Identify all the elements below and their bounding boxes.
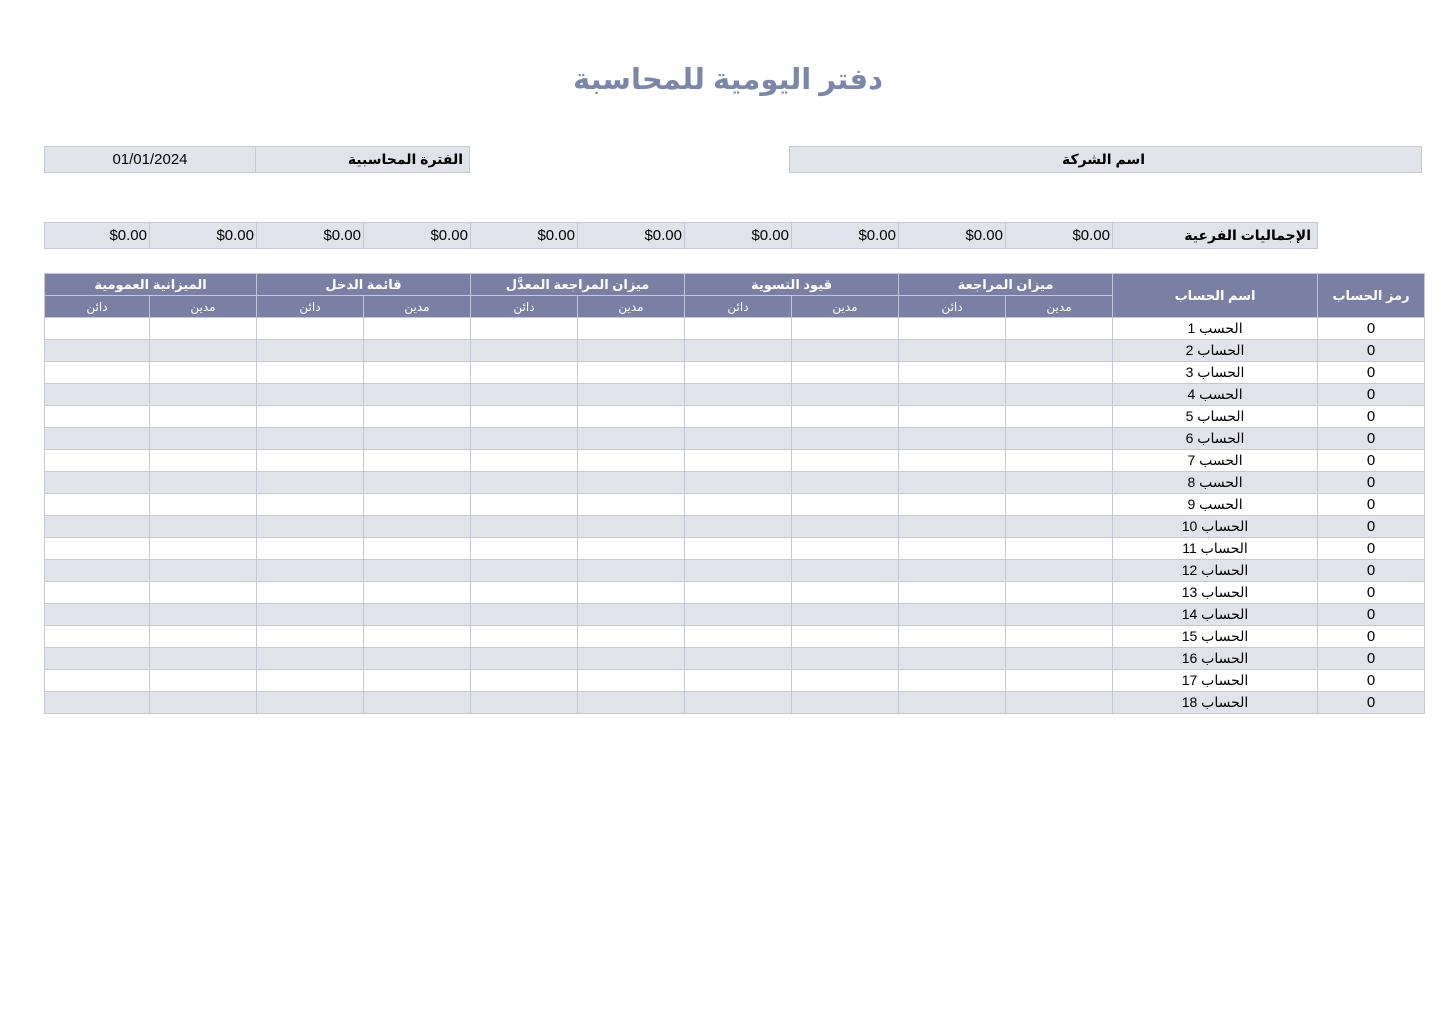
table-row — [45, 318, 1425, 340]
amount-cell[interactable] — [471, 472, 578, 494]
amount-cell[interactable] — [257, 692, 364, 714]
amount-cell[interactable] — [150, 670, 257, 692]
table-row — [45, 428, 1425, 450]
amount-cell[interactable] — [257, 428, 364, 450]
amount-cell[interactable] — [685, 494, 792, 516]
amount-cell[interactable] — [364, 362, 471, 384]
amount-cell[interactable] — [685, 626, 792, 648]
account-code[interactable]: 0 — [1318, 472, 1425, 494]
amount-cell[interactable] — [578, 516, 685, 538]
account-code[interactable]: 0 — [1318, 626, 1425, 648]
subtotal-value: $0.00 — [150, 223, 257, 249]
amount-cell[interactable] — [1006, 406, 1113, 428]
amount-cell[interactable] — [578, 604, 685, 626]
amount-cell[interactable] — [257, 670, 364, 692]
amount-cell[interactable] — [792, 648, 899, 670]
amount-cell[interactable] — [792, 340, 899, 362]
table-row — [45, 692, 1425, 714]
amount-cell[interactable] — [364, 472, 471, 494]
debit-header: مدين — [1006, 296, 1113, 318]
amount-cell[interactable] — [364, 604, 471, 626]
account-name-header: اسم الحساب — [1113, 274, 1318, 318]
amount-cell[interactable] — [471, 538, 578, 560]
table-row — [45, 406, 1425, 428]
amount-cell[interactable] — [364, 318, 471, 340]
amount-cell[interactable] — [792, 494, 899, 516]
amount-cell[interactable] — [899, 604, 1006, 626]
group-header: قيود التسوية — [685, 274, 899, 296]
amount-cell[interactable] — [471, 384, 578, 406]
amount-cell[interactable] — [471, 406, 578, 428]
amount-cell[interactable] — [364, 582, 471, 604]
amount-cell[interactable] — [792, 318, 899, 340]
subtotal-value: $0.00 — [578, 223, 685, 249]
amount-cell[interactable] — [150, 494, 257, 516]
amount-cell[interactable] — [792, 582, 899, 604]
account-code[interactable]: 0 — [1318, 538, 1425, 560]
amount-cell[interactable] — [364, 670, 471, 692]
amount-cell[interactable] — [257, 604, 364, 626]
credit-header: دائن — [471, 296, 578, 318]
amount-cell[interactable] — [257, 626, 364, 648]
table-row — [45, 472, 1425, 494]
amount-cell[interactable] — [899, 560, 1006, 582]
account-name[interactable]: الحساب 5 — [1113, 406, 1318, 428]
amount-cell[interactable] — [45, 428, 150, 450]
debit-header: مدين — [792, 296, 899, 318]
amount-cell[interactable] — [578, 362, 685, 384]
account-code[interactable]: 0 — [1318, 560, 1425, 582]
amount-cell[interactable] — [364, 384, 471, 406]
amount-cell[interactable] — [899, 450, 1006, 472]
amount-cell[interactable] — [685, 340, 792, 362]
amount-cell[interactable] — [45, 538, 150, 560]
amount-cell[interactable] — [578, 560, 685, 582]
account-code[interactable]: 0 — [1318, 582, 1425, 604]
group-header: قائمة الدخل — [257, 274, 471, 296]
amount-cell[interactable] — [899, 428, 1006, 450]
debit-header: مدين — [150, 296, 257, 318]
amount-cell[interactable] — [471, 362, 578, 384]
amount-cell[interactable] — [792, 692, 899, 714]
amount-cell[interactable] — [45, 494, 150, 516]
amount-cell[interactable] — [150, 582, 257, 604]
amount-cell[interactable] — [257, 384, 364, 406]
journal-table — [44, 273, 1425, 714]
amount-cell[interactable] — [1006, 648, 1113, 670]
table-row — [45, 494, 1425, 516]
amount-cell[interactable] — [471, 604, 578, 626]
amount-cell[interactable] — [685, 318, 792, 340]
account-name[interactable]: الحساب 16 — [1113, 648, 1318, 670]
amount-cell[interactable] — [45, 340, 150, 362]
account-name[interactable]: الحساب 2 — [1113, 340, 1318, 362]
amount-cell[interactable] — [685, 538, 792, 560]
amount-cell[interactable] — [899, 582, 1006, 604]
table-row — [45, 604, 1425, 626]
subtotals-label: الإجماليات الفرعية — [1113, 223, 1318, 249]
amount-cell[interactable] — [792, 384, 899, 406]
amount-cell[interactable] — [150, 450, 257, 472]
amount-cell[interactable] — [792, 538, 899, 560]
subtotal-value: $0.00 — [899, 223, 1006, 249]
subtotal-value: $0.00 — [45, 223, 150, 249]
amount-cell[interactable] — [792, 670, 899, 692]
amount-cell[interactable] — [792, 450, 899, 472]
account-code[interactable]: 0 — [1318, 450, 1425, 472]
subtotal-value: $0.00 — [471, 223, 578, 249]
group-header: ميزان المراجعة المعدَّل — [471, 274, 685, 296]
debit-header: مدين — [364, 296, 471, 318]
account-name[interactable]: الحساب 6 — [1113, 428, 1318, 450]
amount-cell[interactable] — [471, 340, 578, 362]
amount-cell[interactable] — [685, 516, 792, 538]
amount-cell[interactable] — [1006, 494, 1113, 516]
amount-cell[interactable] — [150, 692, 257, 714]
amount-cell[interactable] — [471, 648, 578, 670]
amount-cell[interactable] — [471, 318, 578, 340]
amount-cell[interactable] — [364, 516, 471, 538]
table-row — [45, 670, 1425, 692]
amount-cell[interactable] — [578, 450, 685, 472]
amount-cell[interactable] — [578, 384, 685, 406]
amount-cell[interactable] — [899, 406, 1006, 428]
account-code[interactable]: 0 — [1318, 384, 1425, 406]
amount-cell[interactable] — [150, 472, 257, 494]
amount-cell[interactable] — [685, 406, 792, 428]
account-name[interactable]: الحساب 3 — [1113, 362, 1318, 384]
amount-cell[interactable] — [1006, 670, 1113, 692]
amount-cell[interactable] — [1006, 384, 1113, 406]
amount-cell[interactable] — [1006, 582, 1113, 604]
table-row — [45, 560, 1425, 582]
amount-cell[interactable] — [685, 384, 792, 406]
amount-cell[interactable] — [150, 362, 257, 384]
table-row — [45, 516, 1425, 538]
amount-cell[interactable] — [578, 648, 685, 670]
amount-cell[interactable] — [471, 692, 578, 714]
account-name[interactable]: الحسب 1 — [1113, 318, 1318, 340]
account-code[interactable]: 0 — [1318, 362, 1425, 384]
group-header: الميزانية العمومية — [45, 274, 257, 296]
amount-cell[interactable] — [364, 538, 471, 560]
amount-cell[interactable] — [45, 318, 150, 340]
account-name[interactable]: الحسب 7 — [1113, 450, 1318, 472]
credit-header: دائن — [685, 296, 792, 318]
account-name[interactable]: الحساب 17 — [1113, 670, 1318, 692]
amount-cell[interactable] — [899, 472, 1006, 494]
amount-cell[interactable] — [257, 472, 364, 494]
amount-cell[interactable] — [150, 604, 257, 626]
amount-cell[interactable] — [1006, 626, 1113, 648]
subtotal-value: $0.00 — [1006, 223, 1113, 249]
amount-cell[interactable] — [471, 450, 578, 472]
amount-cell[interactable] — [257, 406, 364, 428]
credit-header: دائن — [257, 296, 364, 318]
amount-cell[interactable] — [899, 340, 1006, 362]
account-name[interactable]: الحسب 4 — [1113, 384, 1318, 406]
account-name[interactable]: الحساب 15 — [1113, 626, 1318, 648]
amount-cell[interactable] — [1006, 604, 1113, 626]
account-name[interactable]: الحساب 18 — [1113, 692, 1318, 714]
amount-cell[interactable] — [578, 428, 685, 450]
debit-header: مدين — [578, 296, 685, 318]
table-row — [45, 626, 1425, 648]
amount-cell[interactable] — [578, 538, 685, 560]
amount-cell[interactable] — [364, 648, 471, 670]
table-row — [45, 384, 1425, 406]
account-name[interactable]: الحساب 10 — [1113, 516, 1318, 538]
account-code[interactable]: 0 — [1318, 318, 1425, 340]
amount-cell[interactable] — [1006, 692, 1113, 714]
amount-cell[interactable] — [792, 626, 899, 648]
amount-cell[interactable] — [685, 604, 792, 626]
account-code[interactable]: 0 — [1318, 428, 1425, 450]
amount-cell[interactable] — [364, 406, 471, 428]
amount-cell[interactable] — [899, 692, 1006, 714]
amount-cell[interactable] — [150, 560, 257, 582]
subtotal-value: $0.00 — [792, 223, 899, 249]
account-name[interactable]: الحساب 11 — [1113, 538, 1318, 560]
amount-cell[interactable] — [150, 538, 257, 560]
amount-cell[interactable] — [471, 494, 578, 516]
amount-cell[interactable] — [257, 318, 364, 340]
amount-cell[interactable] — [685, 472, 792, 494]
amount-cell[interactable] — [685, 692, 792, 714]
amount-cell[interactable] — [685, 362, 792, 384]
amount-cell[interactable] — [899, 626, 1006, 648]
amount-cell[interactable] — [471, 560, 578, 582]
amount-cell[interactable] — [45, 582, 150, 604]
amount-cell[interactable] — [792, 604, 899, 626]
account-code[interactable]: 0 — [1318, 340, 1425, 362]
period-value[interactable]: 01/01/2024 — [44, 146, 256, 173]
table-row — [45, 538, 1425, 560]
amount-cell[interactable] — [471, 582, 578, 604]
amount-cell[interactable] — [578, 670, 685, 692]
amount-cell[interactable] — [899, 538, 1006, 560]
subtotal-value: $0.00 — [685, 223, 792, 249]
amount-cell[interactable] — [150, 406, 257, 428]
amount-cell[interactable] — [792, 428, 899, 450]
amount-cell[interactable] — [150, 516, 257, 538]
account-code[interactable]: 0 — [1318, 516, 1425, 538]
amount-cell[interactable] — [792, 406, 899, 428]
amount-cell[interactable] — [685, 582, 792, 604]
account-name[interactable]: الحساب 13 — [1113, 582, 1318, 604]
amount-cell[interactable] — [45, 516, 150, 538]
amount-cell[interactable] — [364, 450, 471, 472]
amount-cell[interactable] — [1006, 472, 1113, 494]
account-code[interactable]: 0 — [1318, 494, 1425, 516]
amount-cell[interactable] — [45, 406, 150, 428]
account-code[interactable]: 0 — [1318, 670, 1425, 692]
amount-cell[interactable] — [257, 340, 364, 362]
account-name[interactable]: الحسب 9 — [1113, 494, 1318, 516]
amount-cell[interactable] — [45, 604, 150, 626]
amount-cell[interactable] — [45, 648, 150, 670]
amount-cell[interactable] — [471, 516, 578, 538]
page-title: دفتر اليومية للمحاسبة — [573, 64, 883, 96]
table-row — [45, 648, 1425, 670]
amount-cell[interactable] — [364, 494, 471, 516]
amount-cell[interactable] — [364, 560, 471, 582]
amount-cell[interactable] — [578, 406, 685, 428]
amount-cell[interactable] — [45, 384, 150, 406]
amount-cell[interactable] — [578, 582, 685, 604]
amount-cell[interactable] — [364, 692, 471, 714]
amount-cell[interactable] — [150, 340, 257, 362]
amount-cell[interactable] — [471, 670, 578, 692]
table-row — [45, 582, 1425, 604]
table-row — [45, 362, 1425, 384]
amount-cell[interactable] — [150, 648, 257, 670]
amount-cell[interactable] — [578, 692, 685, 714]
company-name-field[interactable] — [789, 146, 1422, 173]
amount-cell[interactable] — [471, 428, 578, 450]
amount-cell[interactable] — [1006, 340, 1113, 362]
credit-header: دائن — [45, 296, 150, 318]
subtotals-row — [44, 222, 1318, 249]
amount-cell[interactable] — [1006, 450, 1113, 472]
amount-cell[interactable] — [1006, 428, 1113, 450]
amount-cell[interactable] — [578, 340, 685, 362]
account-code[interactable]: 0 — [1318, 648, 1425, 670]
account-name[interactable]: الحسب 8 — [1113, 472, 1318, 494]
account-code[interactable]: 0 — [1318, 692, 1425, 714]
account-code[interactable]: 0 — [1318, 406, 1425, 428]
subtotal-value: $0.00 — [364, 223, 471, 249]
amount-cell[interactable] — [150, 626, 257, 648]
amount-cell[interactable] — [899, 384, 1006, 406]
amount-cell[interactable] — [150, 318, 257, 340]
amount-cell[interactable] — [364, 626, 471, 648]
group-header: ميزان المراجعة — [899, 274, 1113, 296]
amount-cell[interactable] — [899, 516, 1006, 538]
account-code-header: رمز الحساب — [1318, 274, 1425, 318]
amount-cell[interactable] — [45, 626, 150, 648]
amount-cell[interactable] — [792, 516, 899, 538]
amount-cell[interactable] — [45, 472, 150, 494]
table-row — [45, 340, 1425, 362]
amount-cell[interactable] — [899, 494, 1006, 516]
amount-cell[interactable] — [578, 472, 685, 494]
amount-cell[interactable] — [685, 428, 792, 450]
amount-cell[interactable] — [1006, 560, 1113, 582]
amount-cell[interactable] — [578, 626, 685, 648]
table-row — [45, 450, 1425, 472]
amount-cell[interactable] — [899, 362, 1006, 384]
account-name[interactable]: الحساب 12 — [1113, 560, 1318, 582]
company-name-label: اسم الشركة — [1061, 151, 1146, 167]
amount-cell[interactable] — [257, 538, 364, 560]
account-name[interactable]: الحساب 14 — [1113, 604, 1318, 626]
period-label: الفترة المحاسبية — [255, 146, 470, 173]
amount-cell[interactable] — [150, 428, 257, 450]
amount-cell[interactable] — [45, 692, 150, 714]
amount-cell[interactable] — [364, 428, 471, 450]
amount-cell[interactable] — [1006, 516, 1113, 538]
amount-cell[interactable] — [257, 494, 364, 516]
amount-cell[interactable] — [45, 670, 150, 692]
amount-cell[interactable] — [257, 560, 364, 582]
amount-cell[interactable] — [685, 648, 792, 670]
amount-cell[interactable] — [257, 516, 364, 538]
amount-cell[interactable] — [578, 318, 685, 340]
amount-cell[interactable] — [45, 450, 150, 472]
amount-cell[interactable] — [1006, 538, 1113, 560]
amount-cell[interactable] — [792, 472, 899, 494]
credit-header: دائن — [899, 296, 1006, 318]
amount-cell[interactable] — [578, 494, 685, 516]
amount-cell[interactable] — [1006, 362, 1113, 384]
amount-cell[interactable] — [685, 560, 792, 582]
amount-cell[interactable] — [150, 384, 257, 406]
amount-cell[interactable] — [257, 450, 364, 472]
amount-cell[interactable] — [685, 450, 792, 472]
account-code[interactable]: 0 — [1318, 604, 1425, 626]
amount-cell[interactable] — [899, 670, 1006, 692]
amount-cell[interactable] — [364, 340, 471, 362]
amount-cell[interactable] — [45, 362, 150, 384]
amount-cell[interactable] — [45, 560, 150, 582]
amount-cell[interactable] — [792, 560, 899, 582]
amount-cell[interactable] — [257, 582, 364, 604]
subtotal-value: $0.00 — [257, 223, 364, 249]
amount-cell[interactable] — [1006, 318, 1113, 340]
amount-cell[interactable] — [257, 648, 364, 670]
amount-cell[interactable] — [257, 362, 364, 384]
amount-cell[interactable] — [471, 626, 578, 648]
amount-cell[interactable] — [899, 648, 1006, 670]
amount-cell[interactable] — [899, 318, 1006, 340]
amount-cell[interactable] — [792, 362, 899, 384]
amount-cell[interactable] — [685, 670, 792, 692]
